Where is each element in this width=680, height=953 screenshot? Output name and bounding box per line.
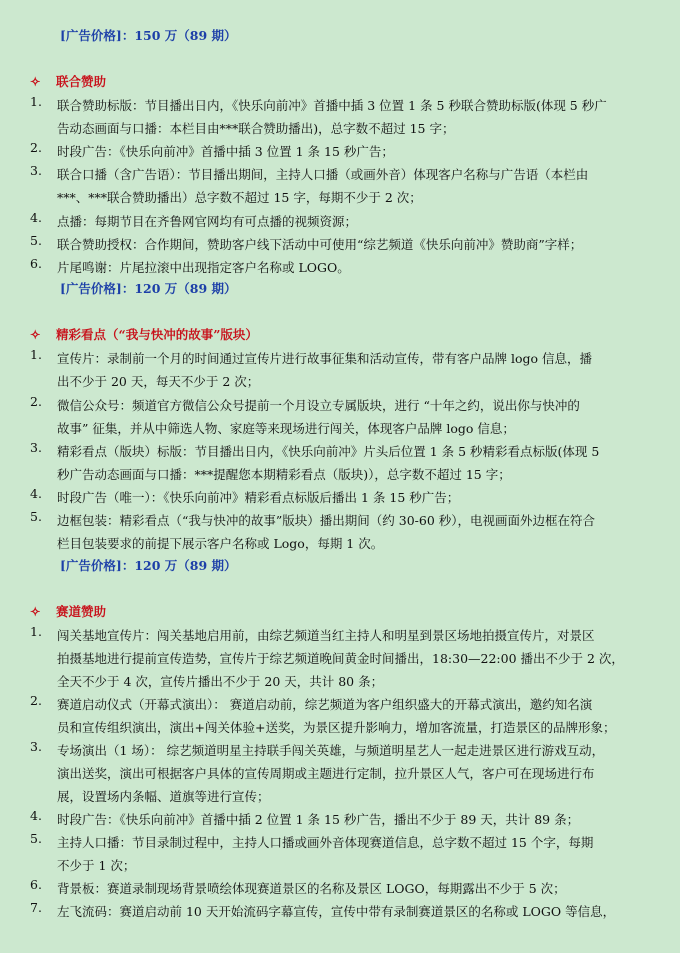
list-item xyxy=(30,347,642,393)
diamond-star-icon: ✧ xyxy=(30,604,41,619)
list-item xyxy=(30,486,642,509)
item-number: 4. xyxy=(30,808,42,823)
item-number: 3. xyxy=(30,739,42,754)
item-text-line: 秒广告动态画面与口播：***提醒您本期精彩看点（版块)），总字数不超过 15 字； xyxy=(57,467,511,482)
item-text-line: 故事” 征集，并从中筛选人物、家庭等来现场进行闯关，体现客户品牌 logo 信息； xyxy=(57,421,515,436)
section-heading-joint-sponsor: ✧ 联合赞助 xyxy=(30,74,107,89)
section-heading-track-sponsor: ✧ 赛道赞助 xyxy=(30,604,107,619)
price-line: [广告价格]：120 万（89 期） xyxy=(60,281,237,296)
list-item xyxy=(30,900,642,923)
list-item xyxy=(30,509,642,555)
item-text-line: 时段广告：《快乐向前冲》首播中插 3 位置 1 条 15 秒广告； xyxy=(57,144,394,159)
item-text-line: 微信公众号：频道官方微信公众号提前一个月设立专属版块，进行 “十年之约，说出你与快冲的 xyxy=(57,398,580,413)
item-text-line: 片尾鸣谢：片尾拉滚中出现指定客户名称或 LOGO。 xyxy=(57,260,350,275)
item-text-line: 栏目包装要求的前提下展示客户名称或 Logo，每期 1 次。 xyxy=(57,536,384,551)
item-text-line: 主持人口播：节目录制过程中，主持人口播或画外音体现赛道信息，总字数不超过 15 个字，每期 xyxy=(57,835,594,850)
item-text-line: 边框包装：精彩看点（“我与快冲的故事”版块）播出期间（约 30-60 秒），电视画面外边框在符合 xyxy=(57,513,596,528)
list-item xyxy=(30,94,642,140)
item-text-line: 联合赞助标版：节目播出日内，《快乐向前冲》首播中插 3 位置 1 条 5 秒联合赞助标版(体现 5 秒广 xyxy=(57,98,607,113)
list-item xyxy=(30,808,642,831)
list-item xyxy=(30,256,642,279)
item-number: 2. xyxy=(30,140,42,155)
item-text-line: 时段广告：《快乐向前冲》首播中插 2 位置 1 条 15 秒广告，播出不少于 89 天，共计 89 条； xyxy=(57,812,580,827)
item-text-line: 时段广告（唯一）：《快乐向前冲》精彩看点标版后播出 1 条 15 秒广告； xyxy=(57,490,460,505)
list-item xyxy=(30,394,642,440)
list-item xyxy=(30,210,642,233)
price-line-top: [广告价格]：150 万（89 期） xyxy=(60,28,237,43)
item-text-line: 告动态画面与口播：本栏目由***联合赞助播出)，总字数不超过 15 字； xyxy=(57,121,455,136)
list-item xyxy=(30,233,642,256)
item-text-line: 宣传片：录制前一个月的时间通过宣传片进行故事征集和活动宣传，带有客户品牌 logo 信息，播 xyxy=(57,351,592,366)
item-number: 4. xyxy=(30,210,42,225)
item-number: 5. xyxy=(30,509,42,524)
list-item xyxy=(30,831,642,877)
item-text-line: 联合赞助授权：合作期间，赞助客户线下活动中可使用“综艺频道《快乐向前冲》赞助商”字样； xyxy=(57,237,583,252)
price-line: [广告价格]：120 万（89 期） xyxy=(60,558,237,573)
item-text-line: ***、***联合赞助播出）总字数不超过 15 字，每期不少于 2 次； xyxy=(57,190,422,205)
item-number: 6. xyxy=(30,877,42,892)
item-number: 3. xyxy=(30,440,42,455)
item-text-line: 不少于 1 次； xyxy=(57,858,136,873)
item-number: 1. xyxy=(30,94,42,109)
list-item xyxy=(30,877,642,900)
item-number: 6. xyxy=(30,256,42,271)
item-text-line: 出不少于 20 天，每天不少于 2 次； xyxy=(57,374,260,389)
item-text-line: 闯关基地宣传片：闯关基地启用前，由综艺频道当红主持人和明星到景区场地拍摄宣传片，对景区 xyxy=(57,628,595,643)
item-number: 3. xyxy=(30,163,42,178)
item-text-line: 左飞流码：赛道启动前 10 天开始流码字幕宣传，宣传中带有录制赛道景区的名称或 LOGO 等信息， xyxy=(57,904,616,919)
section-heading-highlights: ✧ 精彩看点（“我与快冲的故事”版块） xyxy=(30,327,258,342)
item-text-line: 展，设置场内条幅、道旗等进行宣传； xyxy=(57,789,270,804)
item-number: 5. xyxy=(30,233,42,248)
item-text-line: 拍摄基地进行提前宣传造势，宣传片于综艺频道晚间黄金时间播出，18:30—22:00 播出不少于 2 次， xyxy=(57,651,624,666)
item-number: 2. xyxy=(30,693,42,708)
item-text-line: 背景板：赛道录制现场背景喷绘体现赛道景区的名称及景区 LOGO，每期露出不少于 5 次； xyxy=(57,881,566,896)
item-text-line: 精彩看点（版块）标版：节目播出日内，《快乐向前冲》片头后位置 1 条 5 秒精彩看点标版(体现 5 xyxy=(57,444,600,459)
item-number: 1. xyxy=(30,347,42,362)
list-item xyxy=(30,163,642,209)
item-text-line: 员和宣传组织演出，演出+闯关体验+送奖，为景区提升影响力，增加客流量，打造景区的品牌形象； xyxy=(57,720,616,735)
item-number: 4. xyxy=(30,486,42,501)
item-text-line: 专场演出（1 场）： 综艺频道明星主持联手闯关英雄，与频道明星艺人一起走进景区进行游戏互动， xyxy=(57,743,605,758)
list-item xyxy=(30,440,642,486)
item-text-line: 演出送奖，演出可根据客户具体的宣传周期或主题进行定制，拉升景区人气，客户可在现场进行布 xyxy=(57,766,595,781)
item-text-line: 联合口播（含广告语）：节目播出期间，主持人口播（或画外音）体现客户名称与广告语（本栏由 xyxy=(57,167,589,182)
list-item xyxy=(30,739,642,808)
item-number: 7. xyxy=(30,900,42,915)
list-item xyxy=(30,140,642,163)
item-number: 1. xyxy=(30,624,42,639)
item-text-line: 点播：每期节目在齐鲁网官网均有可点播的视频资源； xyxy=(57,214,358,229)
list-item xyxy=(30,693,642,739)
item-text-line: 全天不少于 4 次，宣传片播出不少于 20 天，共计 80 条； xyxy=(57,674,384,689)
item-number: 5. xyxy=(30,831,42,846)
item-text-line: 赛道启动仪式（开幕式演出）： 赛道启动前，综艺频道为客户组织盛大的开幕式演出，邀约知名演 xyxy=(57,697,593,712)
list-item xyxy=(30,624,642,693)
diamond-star-icon: ✧ xyxy=(30,327,41,342)
item-number: 2. xyxy=(30,394,42,409)
diamond-star-icon: ✧ xyxy=(30,74,41,89)
